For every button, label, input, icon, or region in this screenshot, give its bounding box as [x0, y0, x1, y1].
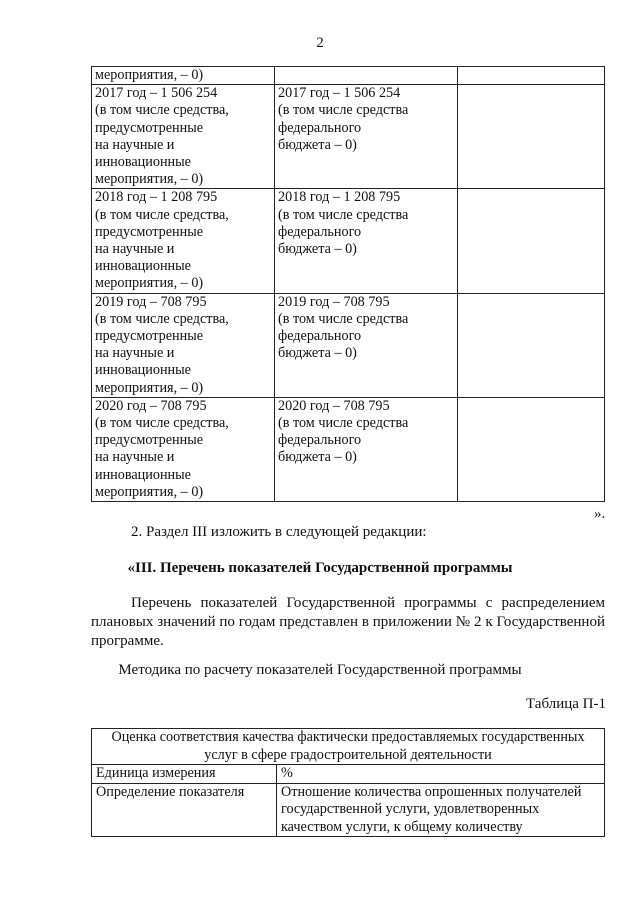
table-cell: мероприятия, – 0) [92, 67, 275, 85]
section-title: «III. Перечень показателей Государственной программы [127, 560, 513, 576]
table-row [92, 397, 605, 501]
table-cell [275, 67, 458, 85]
indicators-paragraph: Перечень показателей Государственной программы с распределением плановых значений по годам представлен в приложении № 2 к Государственной программе. [91, 595, 605, 649]
table-row [92, 729, 605, 765]
indicator-title: Оценка соответствия качества фактически предоставляемых государственных услуг в сфере градостроительной деятельности [92, 729, 605, 765]
table-cell: 2017 год – 1 506 254 (в том числе средства, предусмотренные на научные и инновационные мероприятия, – 0) [92, 85, 275, 189]
unit-label: Единица измерения [92, 765, 277, 784]
table-cell: 2020 год – 708 795 (в том числе средства, предусмотренные на научные и инновационные мероприятия, – 0) [92, 397, 275, 501]
definition-label: Определение показателя [92, 783, 277, 837]
table-row [92, 85, 605, 189]
table-cell [458, 293, 605, 397]
table-row [92, 189, 605, 293]
methodology-title: Методика по расчету показателей Государственной программы [118, 662, 522, 678]
funding-table [91, 66, 605, 502]
table-cell: 2018 год – 1 208 795 (в том числе средства, предусмотренные на научные и инновационные мероприятия, – 0) [92, 189, 275, 293]
indicator-table [91, 728, 605, 837]
table-cell [458, 85, 605, 189]
table-row [92, 293, 605, 397]
amendment-instruction: 2. Раздел III изложить в следующей редакции: [131, 524, 427, 540]
table-cell [458, 67, 605, 85]
table-cell: 2019 год – 708 795 (в том числе средства, предусмотренные на научные и инновационные мероприятия, – 0) [92, 293, 275, 397]
table-cell [458, 397, 605, 501]
closing-quote: ». [594, 506, 606, 522]
unit-value: % [277, 765, 605, 784]
table-row [92, 765, 605, 784]
table-cell: 2018 год – 1 208 795 (в том числе средства федерального бюджета – 0) [275, 189, 458, 293]
table-cell: 2017 год – 1 506 254 (в том числе средства федерального бюджета – 0) [275, 85, 458, 189]
table-label: Таблица П-1 [526, 696, 606, 712]
page-number: 2 [316, 35, 324, 51]
definition-value: Отношение количества опрошенных получателей государственной услуги, удовлетворенных качеством услуги, к общему количеству [277, 783, 605, 837]
table-row [92, 67, 605, 85]
table-cell: 2020 год – 708 795 (в том числе средства федерального бюджета – 0) [275, 397, 458, 501]
table-row [92, 783, 605, 837]
table-cell [458, 189, 605, 293]
table-cell: 2019 год – 708 795 (в том числе средства федерального бюджета – 0) [275, 293, 458, 397]
